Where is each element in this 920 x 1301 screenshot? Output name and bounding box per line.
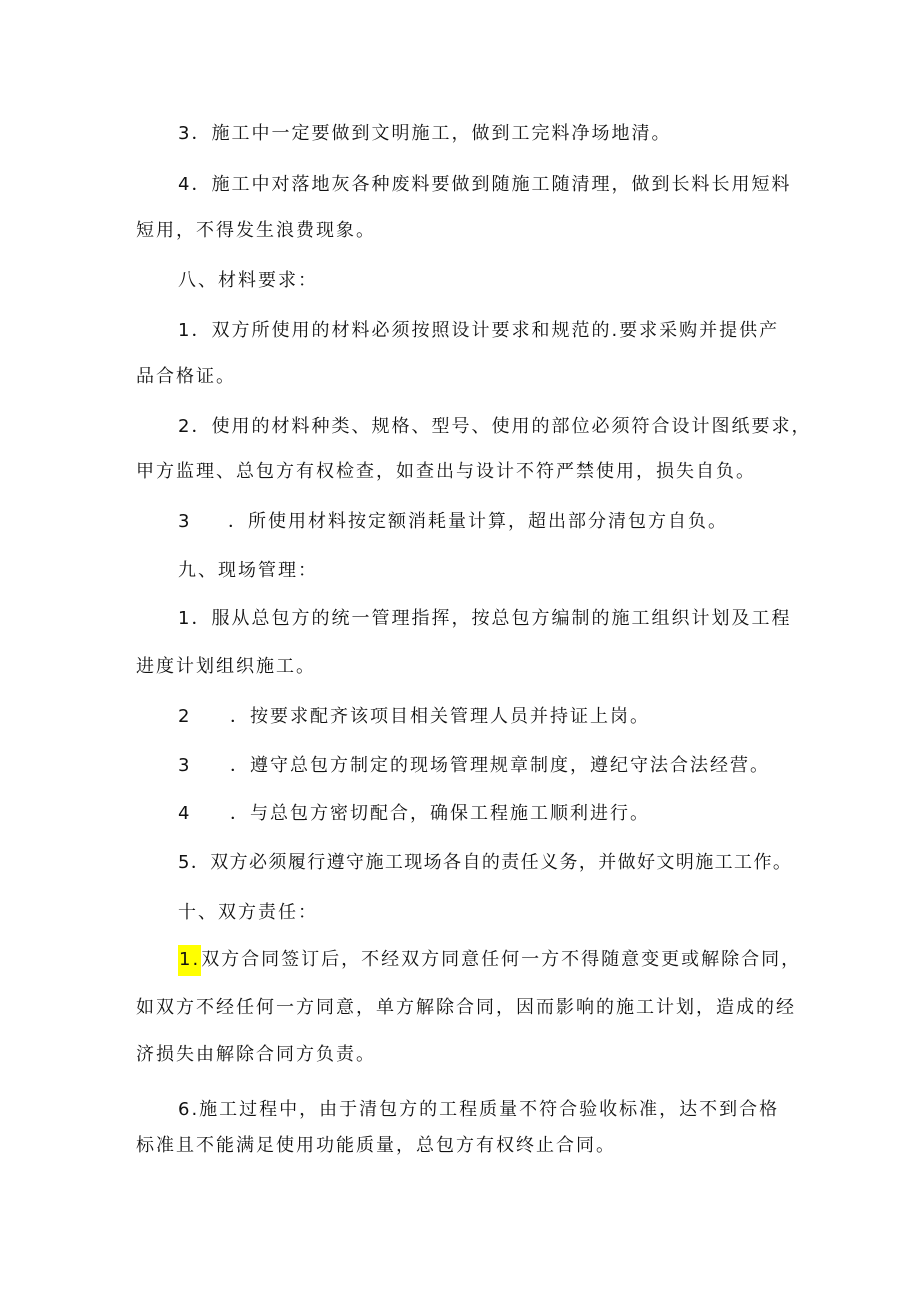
paragraph-site-1-line1: 1．服从总包方的统一管理指挥，按总包方编制的施工组织计划及工程 (178, 608, 792, 629)
paragraph-materials-2-line1: 2．使用的材料种类、规格、型号、使用的部位必须符合设计图纸要求， (178, 416, 812, 437)
paragraph-materials-1-line1: 1．双方所使用的材料必须按照设计要求和规范的.要求采购并提供产 (178, 320, 780, 341)
item-text: ．按要求配齐该项目相关管理人员并持证上岗。 (230, 706, 650, 727)
paragraph-duty-6-line2: 标准且不能满足使用功能质量，总包方有权终止合同。 (136, 1135, 616, 1156)
paragraph-materials-3 (178, 510, 728, 534)
paragraph-site-4 (178, 802, 650, 826)
item-number: 3 (178, 755, 192, 776)
paragraph-site-3 (178, 754, 770, 778)
item-number: 3 (178, 511, 192, 532)
section-heading-10: 十、双方责任： (178, 902, 318, 923)
section-heading-9: 九、现场管理： (178, 560, 318, 581)
item-number: 2 (178, 706, 192, 727)
paragraph-materials-1-line2: 品合格证。 (136, 366, 236, 387)
paragraph-item-4-line2: 短用，不得发生浪费现象。 (136, 220, 376, 241)
item-text: 双方合同签订后，不经双方同意任何一方不得随意变更或解除合同， (201, 949, 802, 970)
item-text: ．所使用材料按定额消耗量计算，超出部分清包方自负。 (228, 511, 728, 532)
paragraph-site-2 (178, 705, 650, 729)
section-heading-8: 八、材料要求： (178, 270, 318, 291)
paragraph-duty-6-line1: 6.施工过程中，由于清包方的工程质量不符合验收标准，达不到合格 (178, 1099, 780, 1120)
paragraph-item-3: 3．施工中一定要做到文明施工，做到工完料净场地清。 (178, 123, 672, 144)
item-text: ．遵守总包方制定的现场管理规章制度，遵纪守法合法经营。 (230, 755, 770, 776)
highlighted-item-number: 1. (178, 945, 201, 976)
paragraph-duty-1-line3: 济损失由解除合同方负责。 (136, 1044, 376, 1065)
item-text: ．与总包方密切配合，确保工程施工顺利进行。 (230, 803, 650, 824)
paragraph-duty-1-line2: 如双方不经任何一方同意，单方解除合同，因而影响的施工计划，造成的经 (136, 997, 796, 1018)
paragraph-duty-1-line1 (178, 948, 801, 972)
paragraph-site-5: 5．双方必须履行遵守施工现场各自的责任义务，并做好文明施工工作。 (178, 852, 793, 873)
paragraph-site-1-line2: 进度计划组织施工。 (136, 656, 316, 677)
paragraph-item-4-line1: 4．施工中对落地灰各种废料要做到随施工随清理，做到长料长用短料 (178, 174, 792, 195)
item-number: 4 (178, 803, 192, 824)
paragraph-materials-2-line2: 甲方监理、总包方有权检查，如查出与设计不符严禁使用，损失自负。 (136, 461, 756, 482)
